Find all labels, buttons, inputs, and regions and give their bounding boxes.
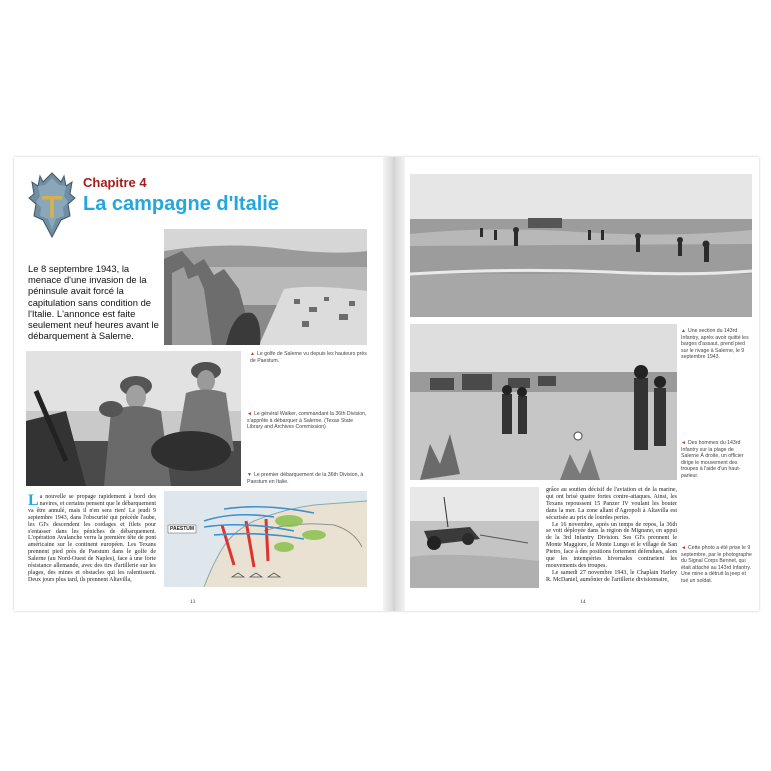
- page-number-right: 14: [580, 599, 586, 605]
- division-insignia-icon: [28, 172, 76, 238]
- caption-salerno-gulf: ▲ Le golfe de Salerne vu depuis les hauteurs près de Paestum.: [250, 351, 367, 364]
- left-body-text: La nouvelle se propage rapidement à bord des navires, et certains pensent que le débarquement va être annulé, mais il n'en sera rien! Le jeudi 9 septembre 1943, dans l'obscurité qui précède l'aube, les GI's descendent les cordages et filets pour s'entasser dans les péniches de débarquement. L'opération Avalanche verra la première tête de pont américaine sur le continent européen. Les Texans prennent pied près de Paestum dans le golfe de Salerne (au Nord-Ouest de Naples), face à une forte résistance allemande, avec des tirs d'artillerie sur les plages, des mines et obstacles qui les ralentissent. Deux jours plus tard, ils prennent Altavilla,: [28, 492, 156, 583]
- book-spine: [383, 157, 405, 611]
- caption-jeep: ◄ Cette photo a été prise le 9 septembre, par le photographe du Signal Corps Bennet, qui était attaché au 143rd Infantry. Une mine a détruit la jeep et tué un soldat.: [681, 545, 752, 584]
- map-label-paestum: PAESTUM: [170, 526, 195, 532]
- caption-marker-icon: ▼: [247, 472, 252, 478]
- caption-men-143: ◄ Des hommes du 143rd Infantry sur la plage de Salerne À droite, un officier dirige le mouvement des troupes à l'aide d'un haut-parleur.: [681, 440, 744, 479]
- caption-marker-icon: ◄: [681, 440, 686, 446]
- photo-general-walker: [26, 351, 241, 486]
- right-body-para-1: grâce au soutien décisif de l'aviation et de la marine, qui ont brisé quatre fortes contre-attaques. Ainsi, les Texans repoussent 15 Panzer IV voulant les bouter dans la mer. La zone allant d'Agropoli à Altavilla est sécurisée au prix de lourdes pertes.: [546, 487, 677, 521]
- chapter-number: Chapitre 4: [83, 175, 147, 190]
- caption-marker-icon: ▲: [250, 351, 255, 357]
- lead-paragraph: Le 8 septembre 1943, la menace d'une invasion de la péninsule avait forcé la capitulation sans condition de l'Italie. L'annonce est faite seulement neuf heures avant le débarquement à Salerne.: [28, 263, 159, 342]
- caption-marker-icon: ◄: [681, 545, 686, 551]
- map-salerno-landing: [164, 491, 367, 587]
- page-number-left: 13: [190, 599, 196, 605]
- caption-walker: ◄ Le général Walker, commandant la 36th Division, s'apprête à débarquer à Salerne. (Texas State Library and Archives Commission): [247, 411, 367, 431]
- caption-landing-map: ▼ Le premier débarquement de la 36th Division, à Paestum en Italie.: [247, 472, 364, 485]
- photo-destroyed-jeep: [410, 487, 539, 588]
- drop-cap: L: [28, 492, 39, 509]
- photo-beach-landing: [410, 174, 752, 317]
- caption-marker-icon: ▲: [681, 328, 686, 334]
- photo-salerno-gulf: [164, 229, 367, 345]
- caption-marker-icon: ◄: [247, 411, 252, 417]
- right-body-para-2: Le 16 novembre, après un temps de repos, la 36th se voit déployée dans la région de Mignano, en appui de la 3rd Infantry Division. Ses GI's prennent le Monte Maggiore, le Monte Lungo et le village de San Pietro, face à des positions fortement défendues, alors que les intempéries hivernales contrarient les mouvements des troupes.: [546, 521, 677, 569]
- chapter-title: La campagne d'Italie: [83, 193, 279, 215]
- right-body-text: [546, 487, 677, 584]
- caption-section-143: ▲ Une section du 143rd Infantry, après avoir quitté les barges d'assaut, prend pied sur le rivage à Salerne, le 9 septembre 1943.: [681, 328, 749, 361]
- right-body-para-3: Le samedi 27 novembre 1943, le Chaplain Harley R. McDaniel, aumônier de l'artillerie divisionnaire,: [546, 569, 677, 583]
- photo-men-on-beach: [410, 324, 677, 480]
